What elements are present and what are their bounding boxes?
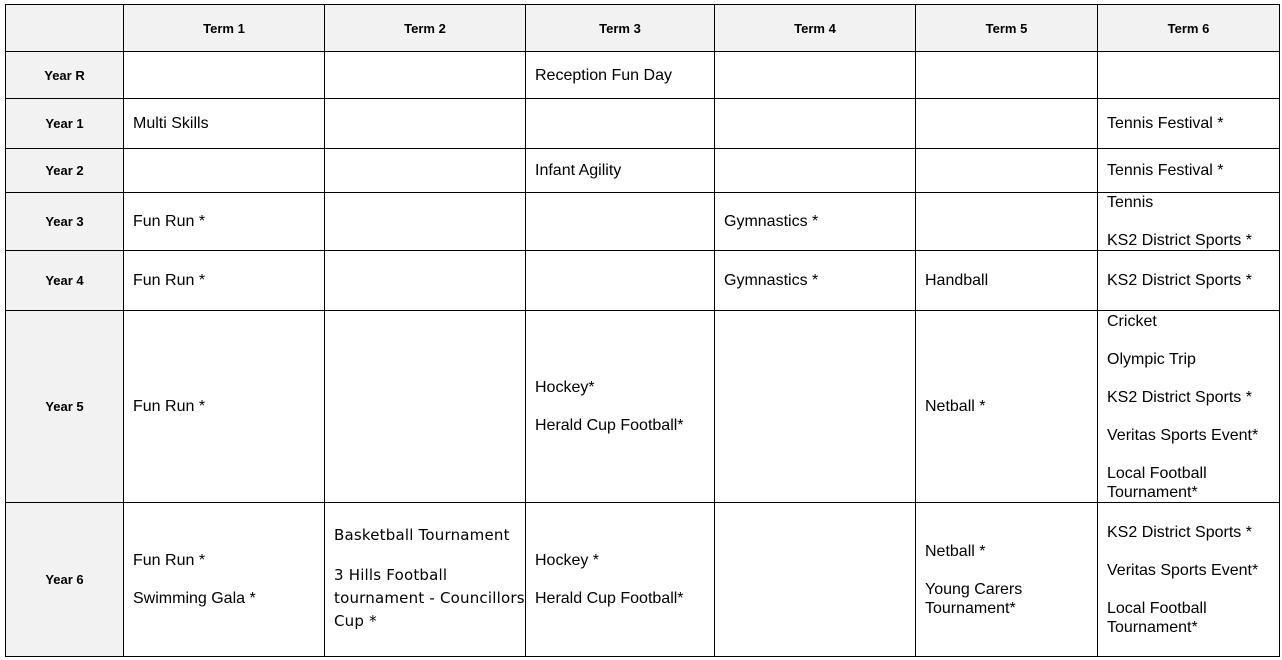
table-cell [325,52,526,99]
event-item: Gymnastics * [724,272,819,289]
header-term-3: Term 3 [526,5,715,52]
table-cell [916,99,1098,149]
table-cell [124,251,325,311]
table-cell [325,149,526,193]
event-item: Olympic Trip [1107,350,1196,368]
event-item: Tennis Festival * [1107,162,1224,179]
table-cell [1098,503,1280,657]
event-item: Gymnastics * [724,213,819,230]
table-cell [124,503,325,657]
table-cell [526,149,715,193]
event-item: Local Football Tournament* [1107,599,1207,636]
event-item: Veritas Sports Event* [1107,426,1259,444]
table-cell [1098,99,1280,149]
event-item: KS2 District Sports * [1107,232,1252,249]
event-item: Hockey * [535,552,600,569]
table-cell [526,193,715,251]
table-cell [715,503,916,657]
table-cell [526,251,715,311]
event-item: Handball [925,272,989,289]
table-cell [715,193,916,251]
table-cell [916,52,1098,99]
row-label-year-2: Year 2 [6,149,124,193]
table-cell [1098,52,1280,99]
event-item: Young Carers Tournament* [925,580,1023,617]
header-term-2: Term 2 [325,5,526,52]
table-cell [124,52,325,99]
pe-events-table [5,4,1280,657]
table-cell [715,149,916,193]
row-label-year-5: Year 5 [6,311,124,503]
table-cell [124,311,325,503]
event-item: Tennis [1107,194,1154,211]
corner-cell [6,5,124,52]
event-item: Local Football Tournament* [1107,464,1207,501]
event-item: KS2 District Sports * [1107,523,1252,541]
table-cell [715,99,916,149]
table-cell [1098,311,1280,503]
event-item: Netball * [925,398,986,415]
row-label-year-3: Year 3 [6,193,124,251]
event-item: KS2 District Sports * [1107,388,1252,406]
table-cell [916,503,1098,657]
header-term-6: Term 6 [1098,5,1280,52]
table-cell [124,149,325,193]
table-cell [526,503,715,657]
event-item: Reception Fun Day [535,66,672,84]
table-cell [325,503,526,657]
header-term-5: Term 5 [916,5,1098,52]
table-cell [1098,149,1280,193]
table-cell [916,311,1098,503]
event-item: Cricket [1107,312,1157,330]
table-cell [715,52,916,99]
event-item: Hockey* [535,379,595,396]
table-cell [325,311,526,503]
table-cell [715,311,916,503]
event-item: Herald Cup Football* [535,417,684,434]
event-item: Herald Cup Football* [535,590,684,607]
event-item: Basketball Tournament [334,526,510,544]
event-item: Fun Run * [133,398,206,415]
table-cell [916,149,1098,193]
table-cell [1098,251,1280,311]
event-item: Fun Run * [133,213,206,230]
table-cell [916,193,1098,251]
row-label-year-6: Year 6 [6,503,124,657]
row-label-year-4: Year 4 [6,251,124,311]
table-cell [325,193,526,251]
row-label-year-r: Year R [6,52,124,99]
event-item: Fun Run * [133,552,206,569]
header-term-1: Term 1 [124,5,325,52]
table-cell [124,193,325,251]
table-cell [526,52,715,99]
table-cell [325,251,526,311]
table-cell [526,311,715,503]
row-label-year-1: Year 1 [6,99,124,149]
table-cell [916,251,1098,311]
table-cell [715,251,916,311]
event-item: Fun Run * [133,272,206,289]
event-item: Veritas Sports Event* [1107,561,1259,579]
event-item: Tennis Festival * [1107,115,1224,132]
event-item: Swimming Gala * [133,590,256,607]
header-term-4: Term 4 [715,5,916,52]
event-item: Multi Skills [133,115,209,132]
event-item: 3 Hills Football tournament - Councillors Cup * [334,566,525,630]
event-item: KS2 District Sports * [1107,272,1252,289]
table-cell [124,99,325,149]
event-item: Infant Agility [535,162,622,179]
event-item: Netball * [925,542,986,560]
table-cell [1098,193,1280,251]
table-cell [325,99,526,149]
table-cell [526,99,715,149]
